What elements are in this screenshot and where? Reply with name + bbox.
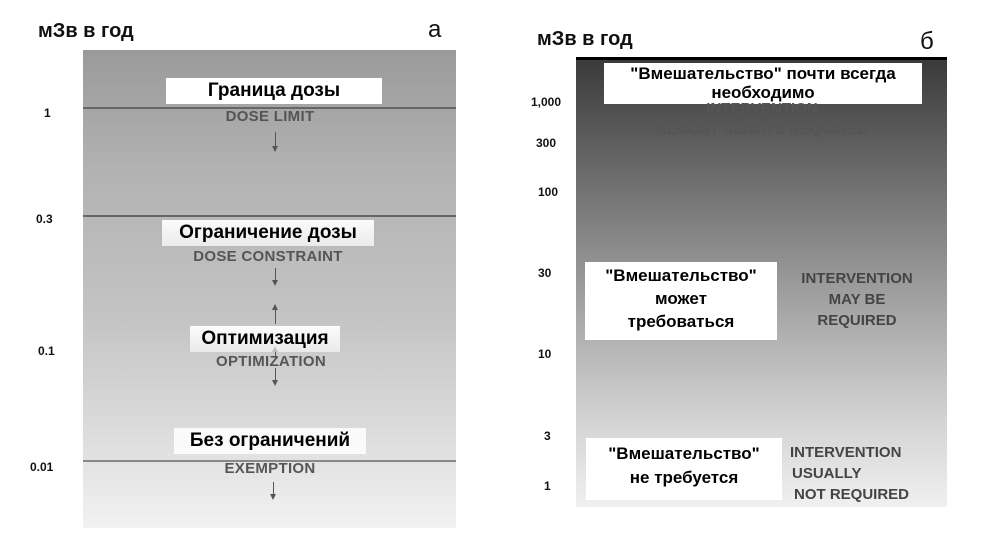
always-required-line-2: необходимо <box>711 83 815 102</box>
always-required-en-line-1: INTERVENTION <box>706 100 818 117</box>
tick-label: 3 <box>544 429 551 443</box>
optimization-en-label: OPTIMIZATION <box>216 353 326 370</box>
tick-label: 0.01 <box>30 460 54 474</box>
may-be-required-line-3: требоваться <box>627 312 735 331</box>
may-be-required-line-2: может <box>655 289 707 308</box>
tick-label: 1 <box>544 479 551 493</box>
optimization-label: Оптимизация <box>190 326 340 352</box>
usually-not-required-en-line-3: NOT REQUIRED <box>794 486 910 503</box>
may-be-required-label <box>585 262 777 340</box>
exemption-en-label: EXEMPTION <box>224 460 316 477</box>
usually-not-required-label <box>586 438 782 500</box>
tick-label: 100 <box>538 185 559 199</box>
arrow-down-icon <box>273 482 274 496</box>
tick-label: 30 <box>538 266 552 280</box>
usually-not-required-en-line-1: INTERVENTION <box>790 444 902 461</box>
panel-a-letter: а <box>428 16 442 43</box>
may-be-required-en-line-3: REQUIRED <box>817 312 897 329</box>
arrow-down-icon <box>275 268 276 282</box>
tick-label: 1 <box>44 106 51 120</box>
dose-constraint-line <box>83 215 456 217</box>
always-required-en-line-2: ALMOST ALWAYS REQUIRED <box>655 121 869 138</box>
dose-constraint-en-label: DOSE CONSTRAINT <box>193 248 343 265</box>
tick-label: 10 <box>538 347 552 361</box>
tick-label: 300 <box>536 136 557 150</box>
usually-not-required-en-label <box>788 442 938 505</box>
usually-not-required-line-1: "Вмешательство" <box>608 444 760 463</box>
tick-label: 0.3 <box>36 212 53 226</box>
panel-b-unit-label: мЗв в год <box>537 28 633 50</box>
dose-limit-en-label: DOSE LIMIT <box>225 108 315 125</box>
top-border-line <box>576 57 947 60</box>
arrow-up-icon <box>275 308 276 324</box>
usually-not-required-en-line-2: USUALLY <box>792 465 862 482</box>
arrow-down-icon <box>275 132 276 148</box>
usually-not-required-line-2: не требуется <box>629 468 739 487</box>
always-required-en-label <box>612 98 912 140</box>
tick-label: 1,000 <box>531 95 562 109</box>
panel-a-unit-label: мЗв в год <box>38 20 134 42</box>
panel-b-letter: б <box>920 28 934 55</box>
arrow-down-icon <box>275 368 276 382</box>
exemption-label: Без ограничений <box>174 428 366 454</box>
dose-limit-label: Граница дозы <box>166 78 382 104</box>
may-be-required-en-label <box>782 268 932 331</box>
tick-label: 0.1 <box>38 344 55 358</box>
may-be-required-line-1: "Вмешательство" <box>605 266 757 285</box>
may-be-required-en-line-2: MAY BE <box>828 291 886 308</box>
dose-constraint-label: Ограничение дозы <box>162 220 374 246</box>
always-required-line-1: "Вмешательство" почти всегда <box>630 64 896 83</box>
may-be-required-en-line-1: INTERVENTION <box>801 270 913 287</box>
